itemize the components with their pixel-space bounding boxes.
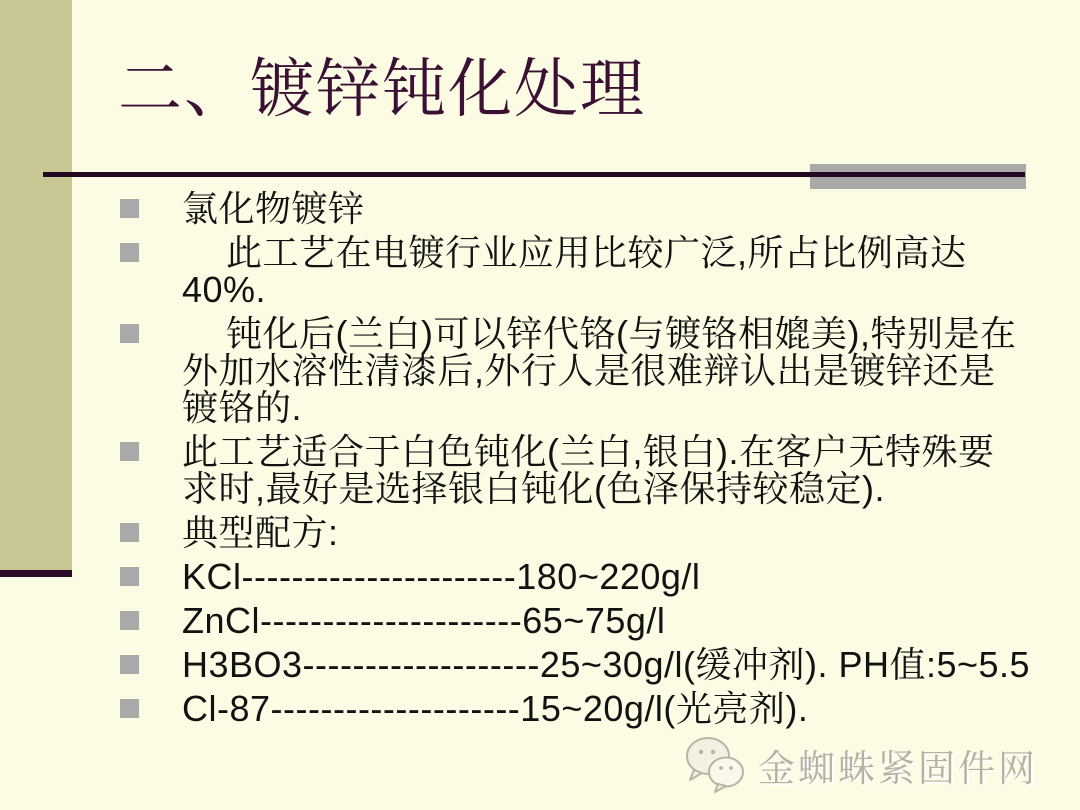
list-item (120, 602, 1050, 639)
list-item (120, 558, 1050, 595)
bullet-square-icon (120, 523, 139, 542)
bullet-text: 氯化物镀锌 (182, 188, 365, 229)
slide-body (120, 190, 1050, 734)
list-item (120, 433, 1050, 507)
sidebar-bottom-bar (0, 570, 72, 577)
list-item (120, 514, 1050, 551)
watermark (684, 734, 1038, 796)
bullet-square-icon (120, 611, 139, 630)
list-item (120, 315, 1050, 426)
list-item (120, 690, 1050, 727)
bullet-square-icon (120, 324, 139, 343)
bullet-square-icon (120, 199, 139, 218)
bullet-text: KCl----------------------180~220g/l (182, 556, 701, 597)
bullet-text: ZnCl---------------------65~75g/l (182, 600, 666, 641)
page-title: 二、镀锌钝化处理 (118, 54, 646, 125)
bullet-text: Cl-87--------------------15~20g/l(光亮剂). (182, 688, 809, 729)
bullet-square-icon (120, 567, 139, 586)
bullet-text: 此工艺在电镀行业应用比较广泛,所占比例高达 40%. (182, 232, 967, 310)
bullet-square-icon (120, 655, 139, 674)
list-item (120, 190, 1050, 227)
watermark-text: 金蜘蛛紧固件网 (758, 748, 1038, 789)
list-item (120, 646, 1050, 683)
list-item (120, 234, 1050, 308)
bullet-square-icon (120, 442, 139, 461)
chat-bubbles-logo-icon (684, 734, 748, 796)
left-sidebar-band (0, 0, 72, 570)
title-rule-line (43, 172, 1025, 177)
bullet-text: H3BO3-------------------25~30g/l(缓冲剂). PH值:5~5.5 (182, 644, 1031, 685)
bullet-text: 钝化后(兰白)可以锌代铬(与镀铬相媲美),特别是在 外加水溶性清漆后,外行人是很难辩认出是镀锌还是 镀铬的. (182, 313, 1017, 428)
bullet-square-icon (120, 243, 139, 262)
bullet-text: 此工艺适合于白色钝化(兰白,银白).在客户无特殊要 求时,最好是选择银白钝化(色泽保持较稳定). (182, 431, 995, 509)
bullet-text: 典型配方: (182, 512, 339, 553)
bullet-list (120, 190, 1050, 727)
bullet-square-icon (120, 699, 139, 718)
